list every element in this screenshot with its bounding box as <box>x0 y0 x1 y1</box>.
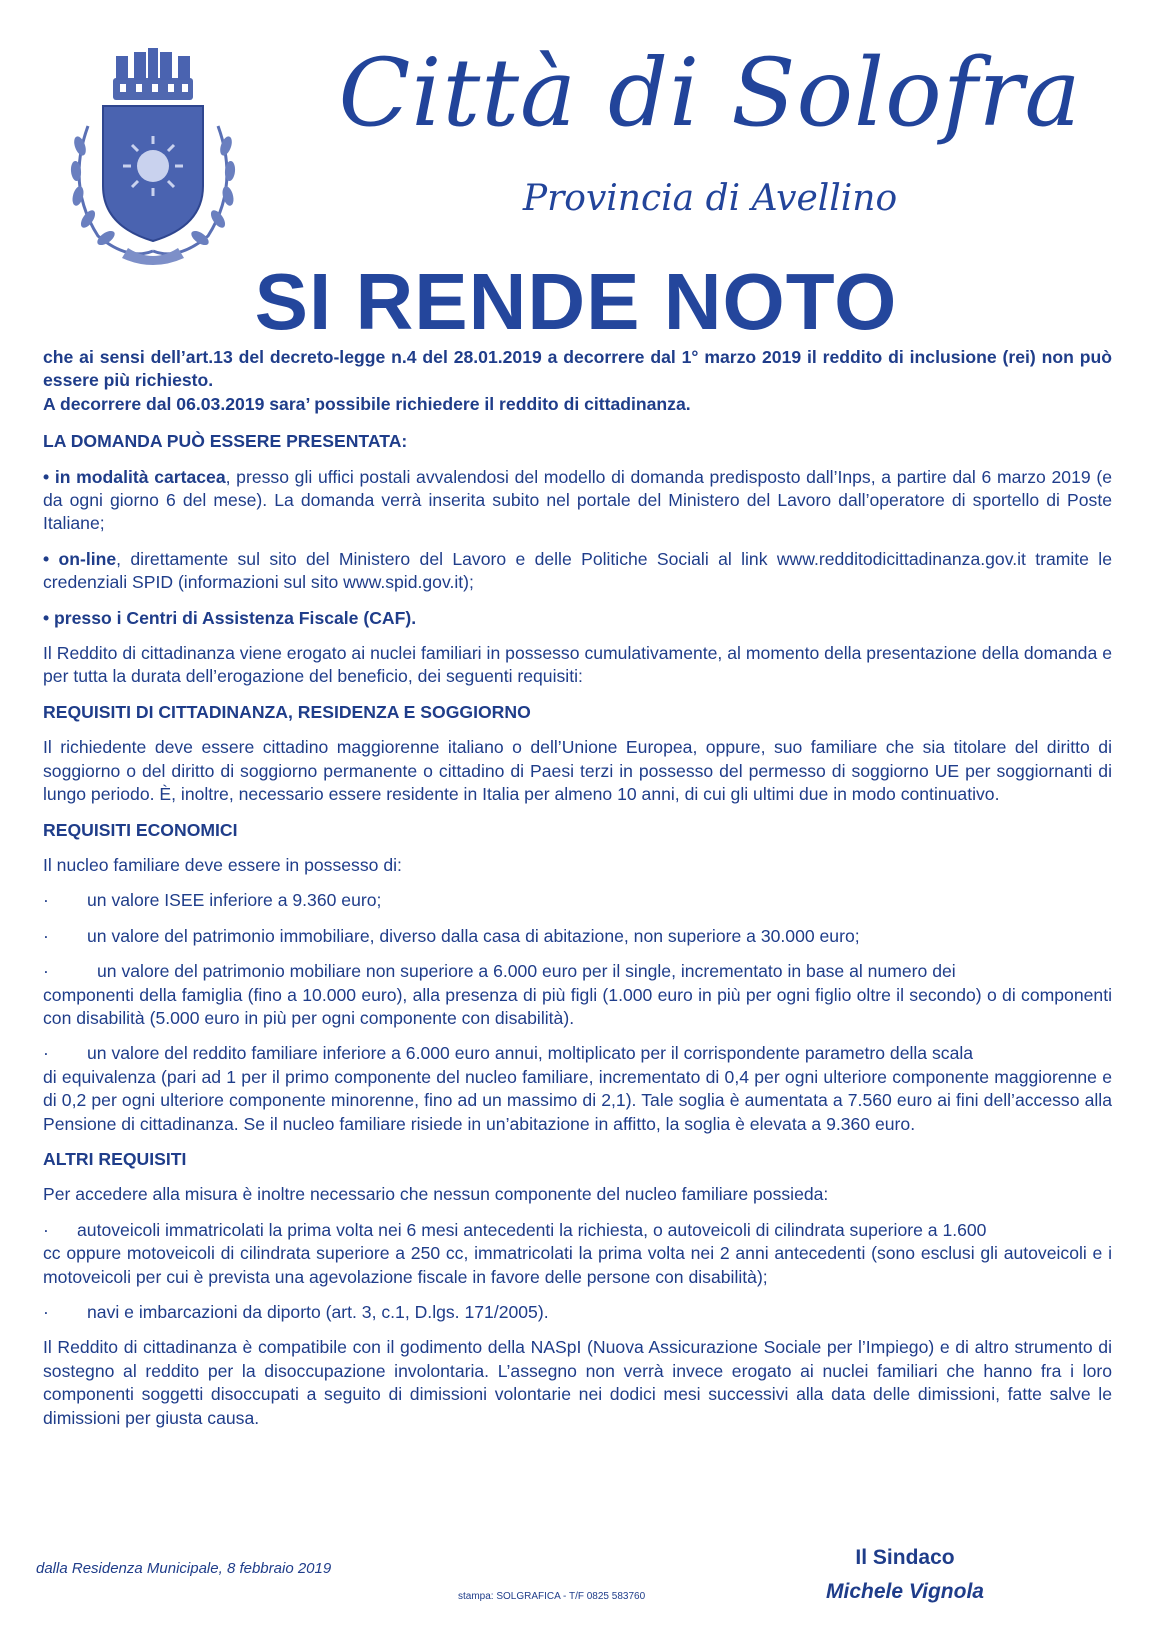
altri-item-text: cc oppure motoveicoli di cilindrata superiore a 250 cc, immatricolati la prima volta nei 2 anni antecedenti (sono esclusi gli autoveicoli e i motoveicoli per cui è prevista una agevolazione fiscale in favore delle persone con disabilità); <box>43 1243 1112 1287</box>
altri-intro: Per accedere alla misura è inoltre necessario che nessun componente del nucleo familiare possieda: <box>43 1184 829 1205</box>
cittadinanza-paragraph: Il richiedente deve essere cittadino maggiorenne italiano o dell’Unione Europea, oppure, suo familiare che sia titolare del diritto di soggiorno o del diritto di soggiorno permanente o cittadino di Paesi terzi in possesso del permesso di soggiorno UE per soggiornanti di lungo periodo. È, inoltre, necessario essere residente in Italia per almeno 10 anni, di cui gli ultimi due in modo continuativo. <box>43 737 1112 805</box>
economici-item <box>43 1042 1112 1136</box>
altri-item <box>43 1219 1112 1289</box>
section-heading-cittadinanza: REQUISITI DI CITTADINANZA, RESIDENZA E SOGGIORNO <box>43 701 531 722</box>
altri-item-text: autoveicoli immatricolati la prima volta nei 6 mesi antecedenti la richiesta, o autoveicoli di cilindrata superiore a 1.600 <box>77 1219 987 1240</box>
economici-item-text: un valore ISEE inferiore a 9.360 euro; <box>87 890 382 911</box>
section-heading-domanda: LA DOMANDA PUÒ ESSERE PRESENTATA: <box>43 431 408 452</box>
economici-item <box>43 889 1112 912</box>
bullet-dot: · <box>43 1302 49 1322</box>
domanda-item-online <box>43 548 1112 595</box>
economici-item-text: un valore del reddito familiare inferiore a 6.000 euro annui, moltiplicato per il corrispondente parametro della scala <box>87 1043 974 1064</box>
domanda-item-label: • in modalità cartacea <box>43 466 226 487</box>
domanda-item-label: • presso i Centri di Assistenza Fiscale (CAF). <box>43 607 417 628</box>
bullet-dot: · <box>43 961 49 982</box>
bullet-dot: · <box>43 1219 49 1240</box>
section-heading-economici: REQUISITI ECONOMICI <box>43 819 238 840</box>
economici-item-text: componenti della famiglia (fino a 10.000 euro), alla presenza di più figli (1.000 euro in più per ogni figlio oltre il secondo) o di componenti con disabilità (5.000 euro in più per ogni componente con disabilità). <box>43 984 1112 1028</box>
altri-item-text: navi e imbarcazioni da diporto (art. 3, c.1, D.lgs. 171/2005). <box>87 1302 549 1322</box>
intro-block <box>43 346 1112 416</box>
domanda-item-label: • on-line <box>43 548 117 569</box>
bullet-dot: · <box>43 890 49 911</box>
signer-title: Il Sindaco <box>855 1546 955 1569</box>
bullet-dot: · <box>43 1043 49 1064</box>
domanda-item-text: , direttamente sul sito del Ministero del Lavoro e delle Politiche Sociali al link www.redditodicittadinanza.gov.it tramite le credenziali SPID (informazioni sul sito www.spid.gov.it); <box>43 548 1112 593</box>
erogazione-paragraph: Il Reddito di cittadinanza viene erogato ai nuclei familiari in possesso cumulativamente, al momento della presentazione della domanda e per tutta la durata dell’erogazione del beneficio, dei seguenti requisiti: <box>43 643 1112 687</box>
domanda-item-text: , presso gli uffici postali avvalendosi del modello di domanda predisposto dall’Inps, a partire dal 6 marzo 2019 (e da ogni giorno 6 del mese). La domanda verrà inserita subito nel portale del Ministero del Lavoro dall’operatore di sportello di Poste Italiane; <box>43 466 1112 534</box>
signer-name: Michele Vignola <box>826 1580 984 1603</box>
section-heading-altri: ALTRI REQUISITI <box>43 1148 187 1169</box>
economici-item-text: un valore del patrimonio immobiliare, diverso dalla casa di abitazione, non superiore a 30.000 euro; <box>87 925 860 946</box>
bullet-dot: · <box>43 925 49 946</box>
province-subtitle: Provincia di Avellino <box>522 178 898 219</box>
domanda-item-cartacea <box>43 466 1112 536</box>
issue-date: dalla Residenza Municipale, 8 febbraio 2019 <box>36 1560 332 1577</box>
coat-of-arms <box>58 36 248 266</box>
domanda-item-caf <box>43 607 1112 630</box>
economici-item-text: un valore del patrimonio mobiliare non superiore a 6.000 euro per il single, incrementato in base al numero dei <box>97 961 956 982</box>
economici-item <box>43 925 1112 948</box>
intro-line-1: che ai sensi dell’art.13 del decreto-legge n.4 del 28.01.2019 a decorrere dal 1° marzo 2019 il reddito di inclusione (rei) non può essere più richiesto. <box>43 347 1112 391</box>
printer-credit: stampa: SOLGRAFICA - T/F 0825 583760 <box>458 1591 646 1602</box>
compatibilita-paragraph: Il Reddito di cittadinanza è compatibile con il godimento della NASpI (Nuova Assicurazione Sociale per l’Impiego) e di altro strumento di sostegno al reddito per la disoccupazione involontaria. L’assegno non verrà invece erogato ai nuclei familiari che hanno fra i loro componenti soggetti disoccupati a seguito di dimissioni volontarie nei dodici mesi successivi alla data delle dimissioni, fatte salve le dimissioni per giusta causa. <box>43 1337 1112 1428</box>
notice-body <box>43 346 1112 1442</box>
economici-item <box>43 960 1112 1030</box>
economici-item-text: di equivalenza (pari ad 1 per il primo componente del nucleo familiare, incrementato di 0,4 per ogni ulteriore componente maggiorenne e di 0,2 per ogni ulteriore componente minorenne, fino ad un massimo di 2,1). Tale soglia è aumentata a 7.560 euro ai fini dell’accesso alla Pensione di cittadinanza. Se il nucleo familiare risiede in un’abitazione in affitto, la soglia è elevata a 9.360 euro. <box>43 1066 1112 1134</box>
economici-intro: Il nucleo familiare deve essere in possesso di: <box>43 854 402 875</box>
intro-line-2: A decorrere dal 06.03.2019 sara’ possibile richiedere il reddito di cittadinanza. <box>43 393 691 414</box>
city-title: Città di Solofra <box>338 39 1082 148</box>
altri-item <box>43 1301 1112 1324</box>
notice-headline: SI RENDE NOTO <box>254 257 898 346</box>
